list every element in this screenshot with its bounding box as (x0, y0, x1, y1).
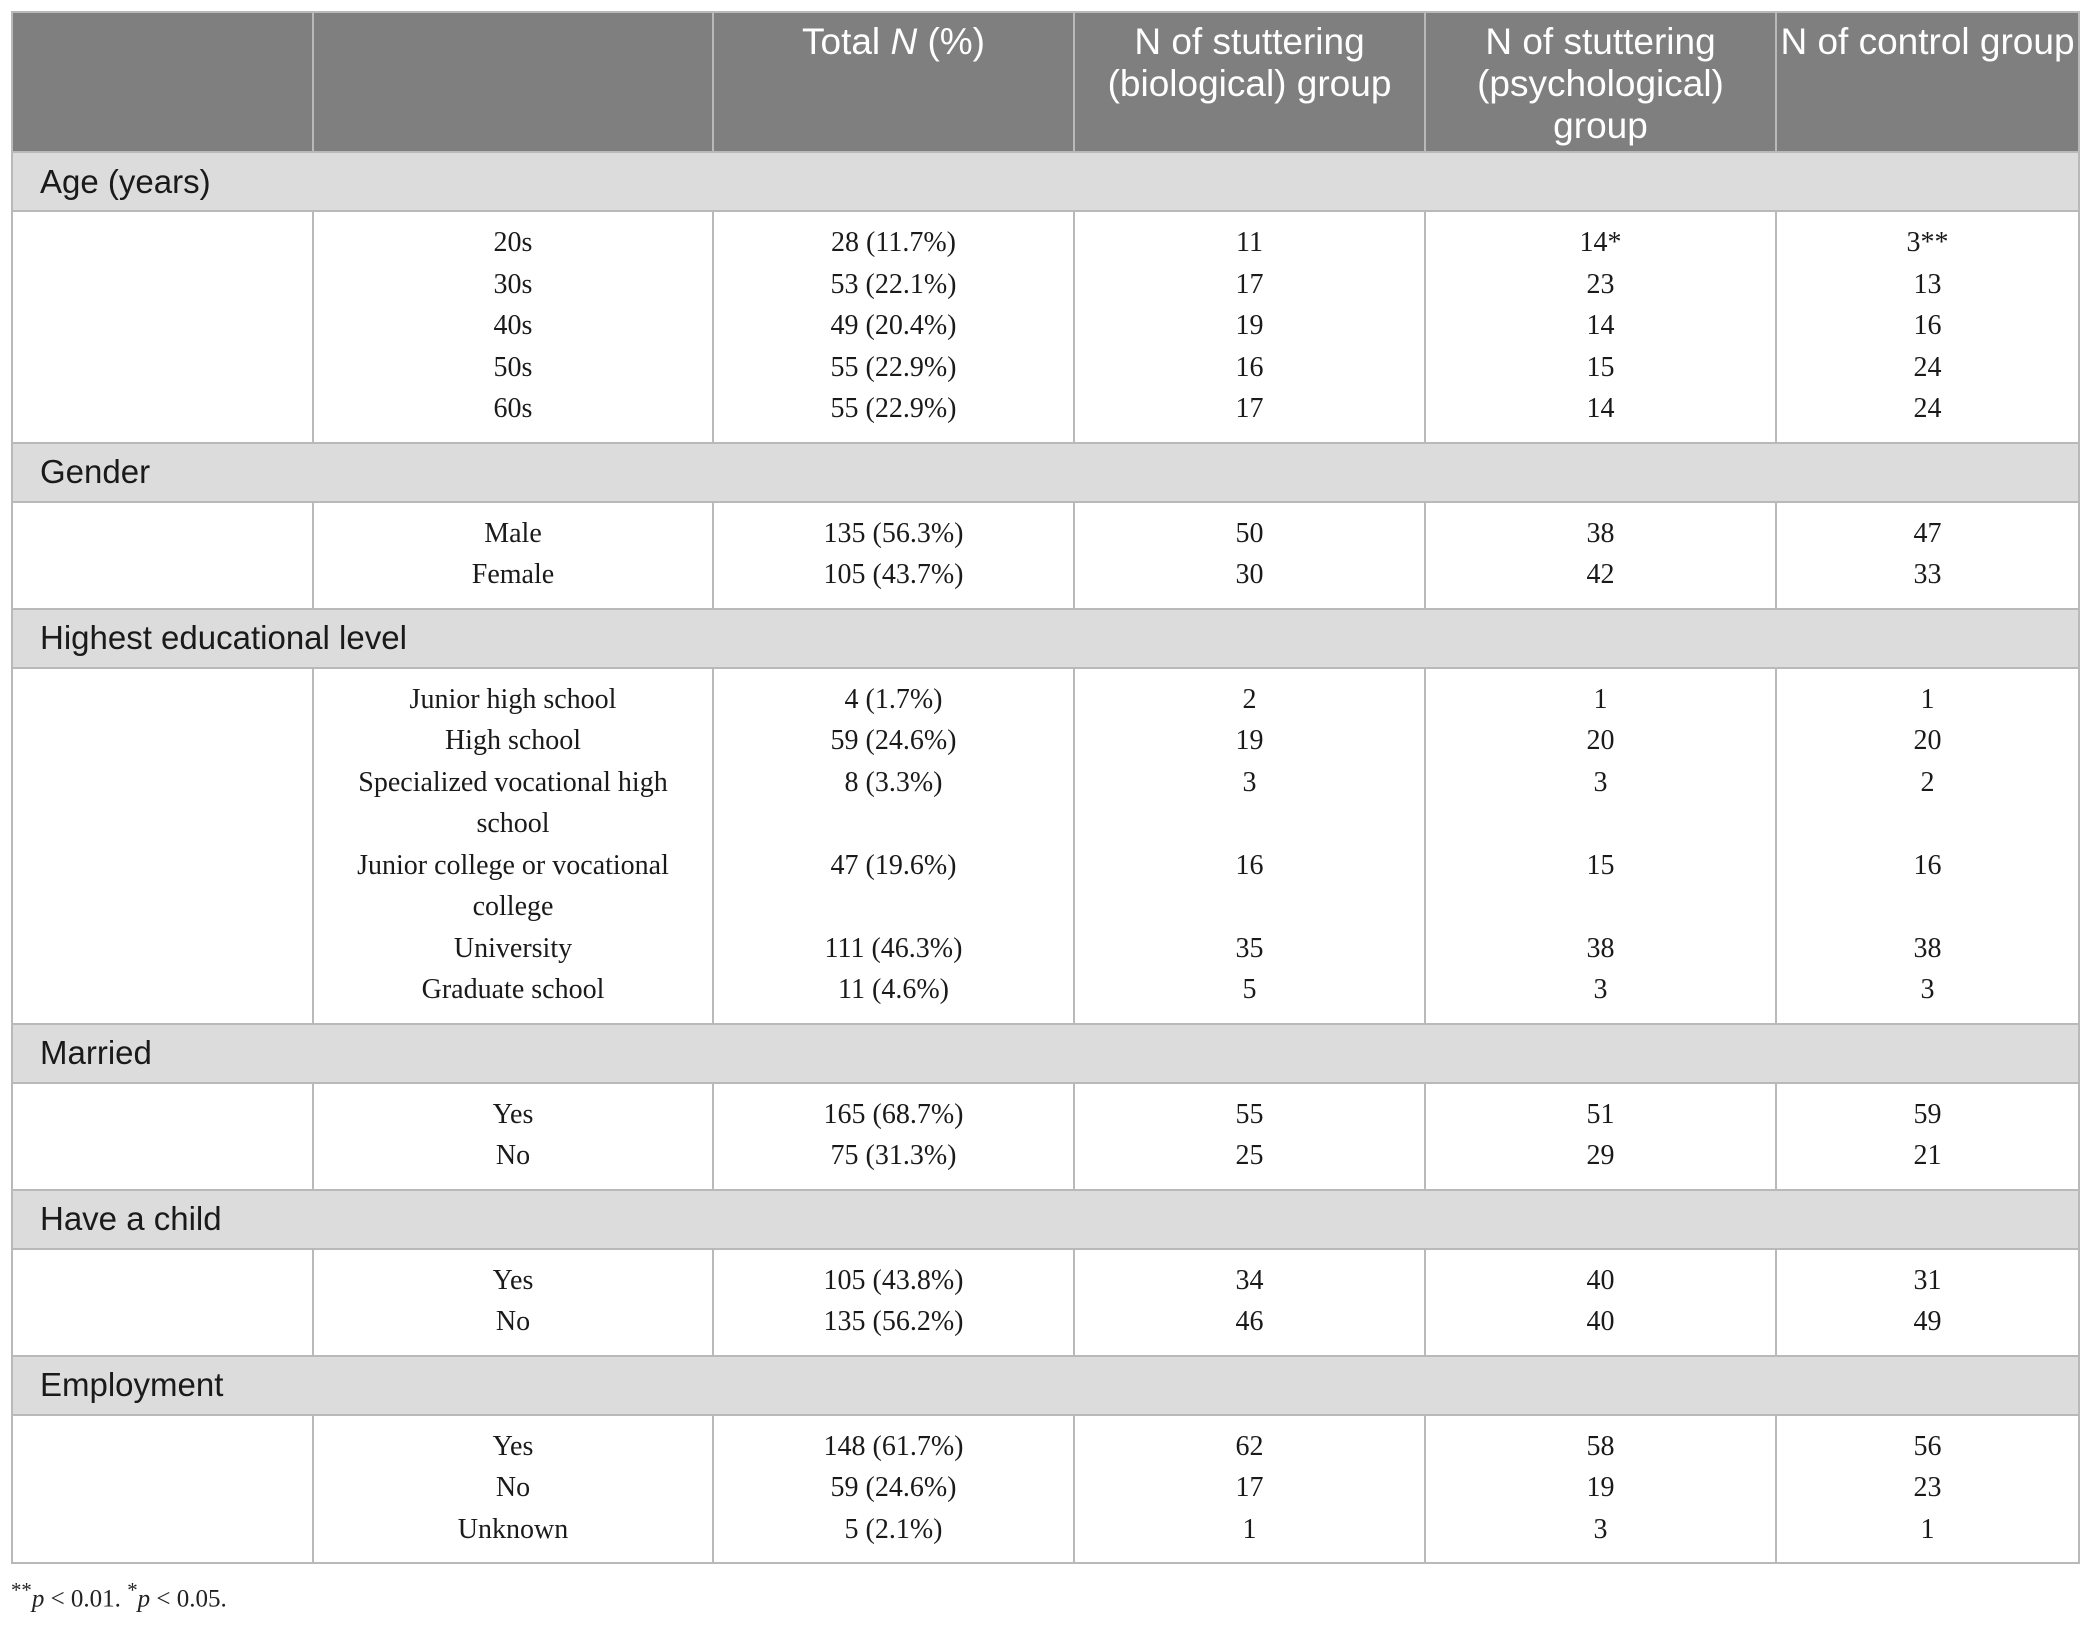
psychological-value: 40 (1586, 1306, 1615, 1337)
biological-value: 16 (1235, 849, 1264, 881)
biological-column-cell (1074, 502, 1425, 609)
biological-value: 25 (1235, 1140, 1264, 1171)
biological-column-cell (1074, 1083, 1425, 1190)
biological-value: 46 (1235, 1306, 1264, 1337)
category-value: Female (471, 559, 555, 590)
header-category-col (313, 12, 713, 152)
total-column-cell (713, 1083, 1074, 1190)
category-value: Yes (492, 1098, 534, 1130)
category-value: High school (444, 725, 582, 756)
biological-value: 55 (1235, 1098, 1264, 1130)
empty-cell (12, 1249, 313, 1356)
category-column-cell (313, 1083, 713, 1190)
total-value: 105 (43.8%) (823, 1264, 964, 1296)
biological-value: 17 (1235, 268, 1264, 300)
control-column-cell (1776, 502, 2079, 609)
biological-value: 5 (1242, 974, 1257, 1005)
biological-value: 34 (1235, 1264, 1264, 1296)
control-value: 21 (1913, 1140, 1942, 1171)
control-column-cell (1776, 211, 2079, 443)
control-value: 33 (1913, 559, 1942, 590)
footnote-sup-2: * (127, 1578, 138, 1602)
section-title: Highest educational level (12, 609, 2079, 668)
section-header-row (12, 152, 2079, 211)
control-value: 24 (1913, 393, 1942, 424)
control-value: 56 (1913, 1430, 1942, 1462)
total-value: 135 (56.2%) (823, 1306, 964, 1337)
category-value: Specialized vocational high school (358, 766, 668, 839)
category-value: No (495, 1306, 531, 1337)
control-value: 47 (1913, 517, 1942, 549)
psychological-column-cell (1425, 1083, 1776, 1190)
section-title: Have a child (12, 1190, 2079, 1249)
category-value: Yes (492, 1264, 534, 1296)
footnote-p-1: p (31, 1585, 45, 1613)
category-value: 30s (493, 268, 533, 300)
total-value: 111 (46.3%) (824, 932, 963, 964)
total-column-cell (713, 502, 1074, 609)
section-data-row (12, 1249, 2079, 1356)
category-value: No (495, 1140, 531, 1171)
biological-value: 11 (1236, 227, 1263, 258)
section-title: Married (12, 1024, 2079, 1083)
section-title: Gender (12, 443, 2079, 502)
total-value: 75 (31.3%) (830, 1140, 957, 1171)
psychological-value: 3 (1593, 974, 1608, 1005)
footnote-p-2: p (137, 1585, 151, 1613)
control-column-cell (1776, 1083, 2079, 1190)
psychological-value: 51 (1586, 1098, 1615, 1130)
header-total-prefix: Total (802, 21, 891, 62)
biological-column-cell (1074, 211, 1425, 443)
psychological-value: 14 (1586, 310, 1615, 341)
section-header-row (12, 609, 2079, 668)
control-value: 13 (1913, 268, 1942, 300)
psychological-value: 38 (1586, 517, 1615, 549)
total-value: 28 (11.7%) (831, 227, 956, 258)
total-value: 135 (56.3%) (823, 517, 964, 549)
psychological-column-cell (1425, 1415, 1776, 1564)
total-value: 49 (20.4%) (830, 310, 957, 341)
table-footnote (11, 1578, 227, 1613)
section-title: Age (years) (12, 152, 2079, 211)
psychological-value: 40 (1586, 1264, 1615, 1296)
footnote-text-2: < 0.05. (150, 1585, 227, 1613)
control-value: 59 (1913, 1098, 1942, 1130)
psychological-column-cell (1425, 211, 1776, 443)
psychological-value: 42 (1586, 559, 1615, 590)
section-data-row (12, 1415, 2079, 1564)
category-value: Junior high school (409, 683, 617, 715)
total-value: 5 (2.1%) (844, 1513, 943, 1545)
psychological-value: 20 (1586, 725, 1615, 756)
total-value: 59 (24.6%) (830, 725, 957, 756)
control-value: 3** (1906, 227, 1949, 258)
control-column-cell (1776, 1249, 2079, 1356)
psychological-value: 3 (1593, 1513, 1608, 1545)
category-value: 60s (493, 393, 533, 424)
category-column-cell (313, 668, 713, 1024)
biological-value: 19 (1235, 725, 1264, 756)
psychological-value: 38 (1586, 932, 1615, 964)
section-data-row (12, 211, 2079, 443)
biological-column-cell (1074, 668, 1425, 1024)
total-column-cell (713, 1249, 1074, 1356)
category-column-cell (313, 502, 713, 609)
control-column-cell (1776, 668, 2079, 1024)
category-value: 50s (493, 351, 533, 383)
control-value: 3 (1920, 974, 1935, 1005)
header-total-n: N (890, 21, 918, 62)
section-data-row (12, 1083, 2079, 1190)
total-column-cell (713, 1415, 1074, 1564)
category-column-cell (313, 1415, 713, 1564)
footnote-sup-1: ** (11, 1578, 32, 1602)
footnote-text-1: < 0.01. (44, 1585, 128, 1613)
biological-value: 62 (1235, 1430, 1264, 1462)
total-value: 47 (19.6%) (830, 849, 957, 881)
total-value: 55 (22.9%) (830, 393, 957, 424)
biological-value: 3 (1242, 766, 1257, 798)
section-header-row (12, 443, 2079, 502)
control-value: 16 (1913, 849, 1942, 881)
empty-cell (12, 1083, 313, 1190)
biological-value: 1 (1242, 1513, 1257, 1545)
biological-value: 19 (1235, 310, 1264, 341)
control-value: 49 (1913, 1306, 1942, 1337)
control-value: 1 (1920, 1513, 1935, 1545)
total-value: 148 (61.7%) (823, 1430, 964, 1462)
biological-value: 17 (1235, 393, 1264, 424)
header-total (713, 12, 1074, 152)
control-value: 38 (1913, 932, 1942, 964)
total-value: 55 (22.9%) (830, 351, 957, 383)
control-value: 16 (1913, 310, 1942, 341)
control-value: 1 (1920, 683, 1935, 715)
total-column-cell (713, 211, 1074, 443)
category-value: Yes (492, 1430, 534, 1462)
biological-value: 50 (1235, 517, 1264, 549)
total-value: 8 (3.3%) (844, 766, 943, 798)
category-column-cell (313, 1249, 713, 1356)
biological-column-cell (1074, 1415, 1425, 1564)
psychological-value: 15 (1586, 351, 1615, 383)
psychological-value: 1 (1593, 683, 1608, 715)
total-value: 59 (24.6%) (830, 1472, 957, 1503)
category-value: Graduate school (421, 974, 605, 1005)
section-header-row (12, 1190, 2079, 1249)
category-value: University (453, 932, 573, 964)
control-column-cell (1776, 1415, 2079, 1564)
section-data-row (12, 668, 2079, 1024)
category-value: 20s (493, 227, 533, 258)
header-row (12, 12, 2079, 152)
control-value: 24 (1913, 351, 1942, 383)
header-psychological: N of stuttering (psychological) group (1425, 12, 1776, 152)
psychological-value: 14 (1586, 393, 1615, 424)
control-value: 20 (1913, 725, 1942, 756)
biological-column-cell (1074, 1249, 1425, 1356)
section-data-row (12, 502, 2079, 609)
biological-value: 2 (1242, 683, 1257, 715)
psychological-column-cell (1425, 668, 1776, 1024)
header-total-suffix: (%) (917, 21, 985, 62)
total-value: 4 (1.7%) (844, 683, 943, 715)
table-body (12, 152, 2079, 1563)
psychological-value: 19 (1586, 1472, 1615, 1503)
psychological-value: 23 (1586, 268, 1615, 300)
category-value: Unknown (457, 1513, 569, 1545)
header-empty-col (12, 12, 313, 152)
psychological-value: 15 (1586, 849, 1615, 881)
total-column-cell (713, 668, 1074, 1024)
biological-value: 35 (1235, 932, 1264, 964)
control-value: 2 (1920, 766, 1935, 798)
biological-value: 30 (1235, 559, 1264, 590)
demographics-table (11, 11, 2080, 1564)
psychological-value: 14* (1579, 227, 1622, 258)
psychological-column-cell (1425, 502, 1776, 609)
empty-cell (12, 502, 313, 609)
category-value: Junior college or vocational college (357, 849, 669, 922)
category-value: 40s (493, 310, 533, 341)
section-header-row (12, 1024, 2079, 1083)
category-value: No (495, 1472, 531, 1503)
control-value: 23 (1913, 1472, 1942, 1503)
empty-cell (12, 211, 313, 443)
biological-value: 17 (1235, 1472, 1264, 1503)
biological-value: 16 (1235, 351, 1264, 383)
category-column-cell (313, 211, 713, 443)
empty-cell (12, 1415, 313, 1564)
psychological-value: 29 (1586, 1140, 1615, 1171)
psychological-value: 58 (1586, 1430, 1615, 1462)
psychological-value: 3 (1593, 766, 1608, 798)
section-title: Employment (12, 1356, 2079, 1415)
header-control: N of control group (1776, 12, 2079, 152)
total-value: 165 (68.7%) (823, 1098, 964, 1130)
total-value: 11 (4.6%) (838, 974, 949, 1005)
category-value: Male (484, 517, 542, 549)
total-value: 105 (43.7%) (823, 559, 964, 590)
total-value: 53 (22.1%) (830, 268, 957, 300)
section-header-row (12, 1356, 2079, 1415)
control-value: 31 (1913, 1264, 1942, 1296)
empty-cell (12, 668, 313, 1024)
header-biological: N of stuttering (biological) group (1074, 12, 1425, 152)
psychological-column-cell (1425, 1249, 1776, 1356)
